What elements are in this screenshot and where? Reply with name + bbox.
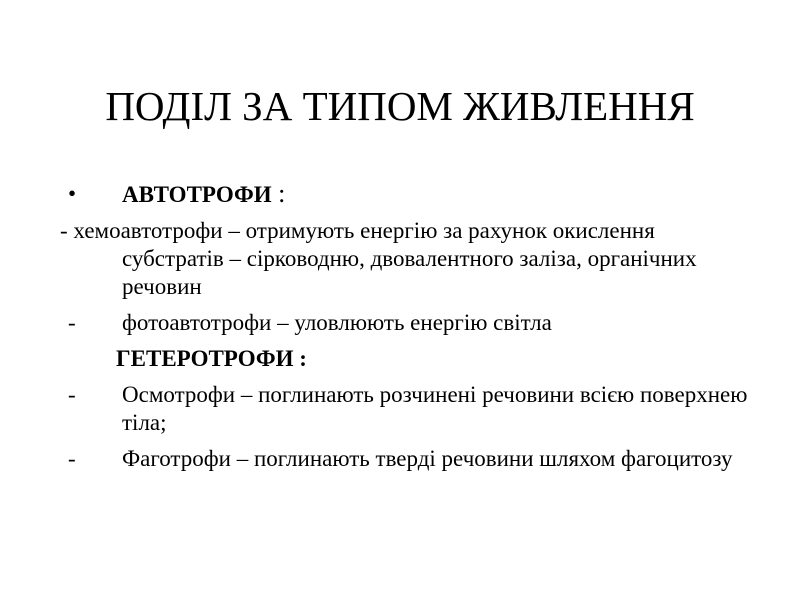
list-item-phagotrophs (60, 445, 760, 473)
heading-autotrophs: АВТОТРОФИ (122, 182, 272, 207)
dash-marker: - (68, 310, 76, 335)
slide-title: ПОДІЛ ЗА ТИПОМ ЖИВЛЕННЯ (105, 83, 695, 129)
heading-heterotrophs: ГЕТЕРОТРОФИ : (116, 346, 307, 371)
list-item-autotrophs (60, 180, 760, 209)
chemoautotrophs-text: - хемоавтотрофи – отримують енергію за рахунок окислення субстратів – сірководню, двовалентного заліза, органічних речовин (60, 218, 697, 299)
phagotrophs-text: Фаготрофи – поглинають тверді речовини шляхом фагоцитозу (122, 446, 733, 471)
osmotrophs-text: Осмотрофи – поглинають розчинені речовини всією поверхнею тіла; (122, 382, 748, 435)
list-item-photoautotrophs (60, 309, 760, 337)
photoautotrophs-text: фотоавтотрофи – уловлюють енергію світла (122, 310, 552, 335)
heading-colon: : (271, 179, 286, 208)
list-item-osmotrophs (60, 381, 760, 437)
list-item-chemoautotrophs (60, 217, 760, 301)
dash-marker: - (68, 382, 76, 407)
slide-body (60, 180, 760, 481)
bullet-marker: • (68, 181, 77, 206)
dash-marker: - (68, 446, 76, 471)
list-item-heterotrophs (60, 345, 760, 373)
